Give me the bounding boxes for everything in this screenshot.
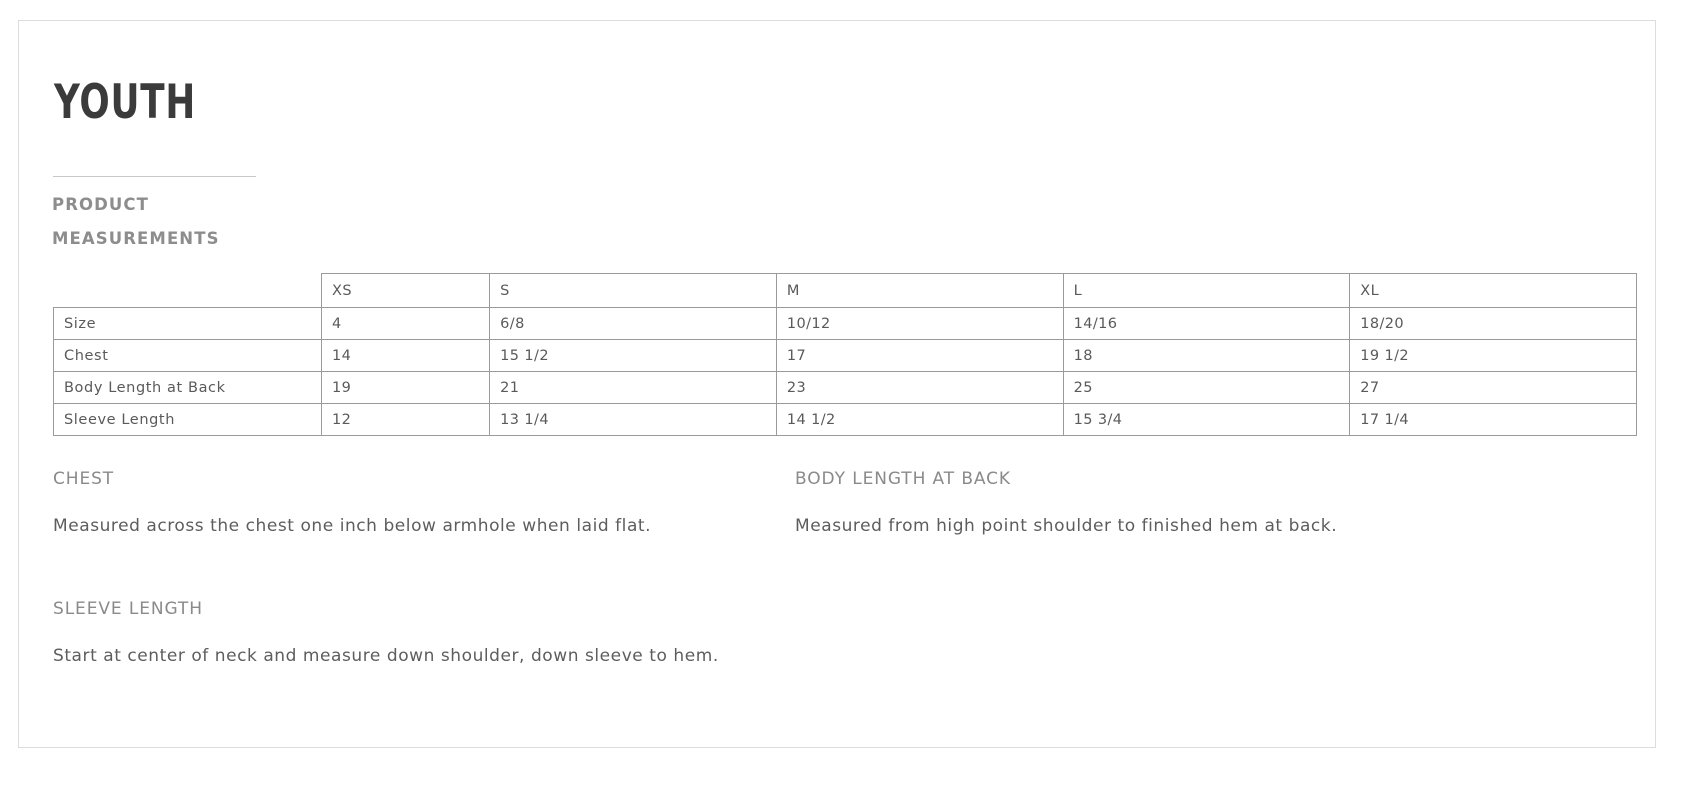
cell-body-length-m: 23 — [776, 372, 1063, 404]
cell-size-s: 6/8 — [490, 308, 777, 340]
cell-size-l: 14/16 — [1063, 308, 1350, 340]
column-header-xl: XL — [1350, 274, 1637, 308]
table-row — [54, 372, 1637, 404]
row-label-size: Size — [54, 308, 322, 340]
cell-sleeve-length-m: 14 1/2 — [776, 404, 1063, 436]
section-subtitle — [52, 188, 472, 256]
cell-size-m: 10/12 — [776, 308, 1063, 340]
cell-chest-xs: 14 — [322, 340, 490, 372]
cell-sleeve-length-l: 15 3/4 — [1063, 404, 1350, 436]
row-label-chest: Chest — [54, 340, 322, 372]
cell-body-length-s: 21 — [490, 372, 777, 404]
cell-size-xs: 4 — [322, 308, 490, 340]
cell-body-length-l: 25 — [1063, 372, 1350, 404]
note-body-length-at-back — [795, 469, 1535, 546]
cell-size-xl: 18/20 — [1350, 308, 1637, 340]
page-title: YOUTH — [54, 75, 197, 130]
note-sleeve-length — [53, 599, 793, 676]
cell-chest-xl: 19 1/2 — [1350, 340, 1637, 372]
row-label-sleeve-length: Sleeve Length — [54, 404, 322, 436]
notes-column-left — [53, 469, 793, 676]
column-header-m: M — [776, 274, 1063, 308]
subtitle-line-1: PRODUCT — [52, 195, 149, 214]
note-sleeve-length-heading: SLEEVE LENGTH — [53, 599, 203, 619]
note-body-length-text: Measured from high point shoulder to finished hem at back. — [795, 516, 1338, 536]
table-corner-cell — [54, 274, 322, 308]
cell-sleeve-length-xs: 12 — [322, 404, 490, 436]
column-header-l: L — [1063, 274, 1350, 308]
note-body-length-heading: BODY LENGTH AT BACK — [795, 469, 1011, 489]
note-chest-heading: CHEST — [53, 469, 115, 489]
cell-chest-s: 15 1/2 — [490, 340, 777, 372]
cell-body-length-xl: 27 — [1350, 372, 1637, 404]
subtitle-line-2: MEASUREMENTS — [52, 229, 220, 248]
cell-body-length-xs: 19 — [322, 372, 490, 404]
row-label-body-length-at-back: Body Length at Back — [54, 372, 322, 404]
cell-sleeve-length-xl: 17 1/4 — [1350, 404, 1637, 436]
size-chart-page — [18, 20, 1656, 748]
cell-chest-m: 17 — [776, 340, 1063, 372]
cell-chest-l: 18 — [1063, 340, 1350, 372]
column-header-xs: XS — [322, 274, 490, 308]
note-chest — [53, 469, 793, 546]
note-sleeve-length-text: Start at center of neck and measure down shoulder, down sleeve to hem. — [53, 646, 719, 666]
column-header-s: S — [490, 274, 777, 308]
title-divider — [53, 176, 256, 177]
measurements-table — [53, 273, 1637, 436]
table-header-row — [54, 274, 1637, 308]
table-row — [54, 308, 1637, 340]
cell-sleeve-length-s: 13 1/4 — [490, 404, 777, 436]
table-row — [54, 404, 1637, 436]
table-row — [54, 340, 1637, 372]
note-chest-text: Measured across the chest one inch below armhole when laid flat. — [53, 516, 652, 536]
page-content — [35, 31, 1639, 737]
notes-column-right — [795, 469, 1535, 546]
